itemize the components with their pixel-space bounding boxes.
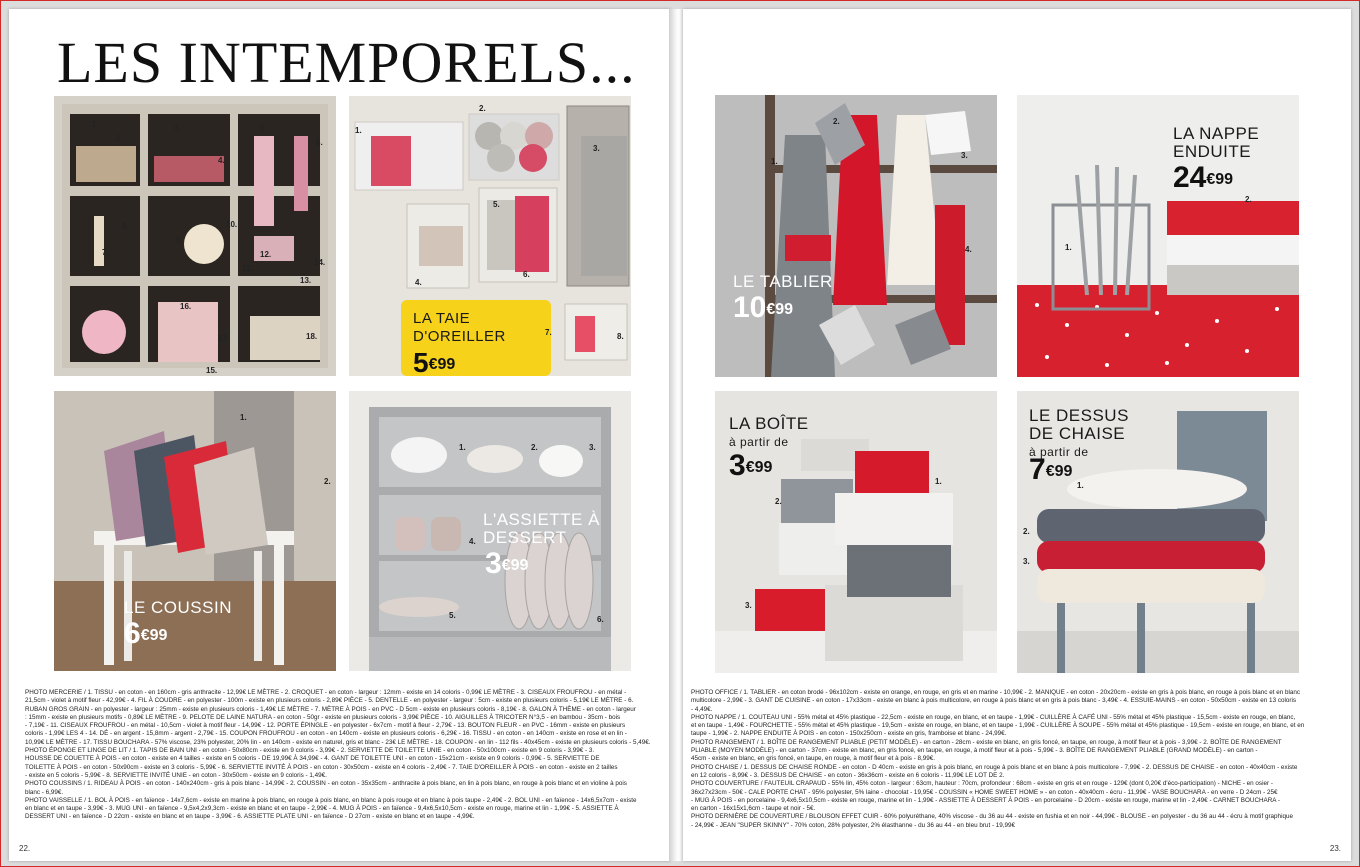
photo-tablier	[715, 95, 997, 377]
item-number: 1.	[355, 126, 362, 135]
boite-label	[729, 415, 809, 451]
price-cents: €99	[428, 356, 456, 373]
legend-line: multicolore - 2,99€ - 3. GANT DE CUISINE - en coton - 17x33cm - existe en blanc à pois multicolore, en rouge à pois blanc et en gris à pois blanc - 3,49€ - 4. ESSUIE-MAINS - en coton - 50x50cm - existe en 13 coloris	[691, 697, 1297, 705]
assiette-label-line2: DESSERT	[483, 528, 567, 547]
item-number: 3.	[1023, 557, 1030, 566]
legend-line: en blanc et en taupe - 3,99€ - 3. MUG UNI - en faïence - 9,5x4,2x9,3cm - existe en blanc et en taupe - 2,99€ - 4. MUG À POIS - en faïence - 9,4x6,5x10,5cm - existe en rouge, marine et lin - 1,99€ - 5. ASSIETTE À	[25, 805, 619, 813]
item-number: 6.	[316, 138, 323, 147]
item-number: 13.	[300, 276, 312, 285]
legend-line: - 4,49€.	[691, 705, 713, 713]
legend-line: PHOTO CHAISE / 1. DESSUS DE CHAISE RONDE - en coton - D 40cm - existe en gris à pois blanc, en rouge à pois blanc et en blanc à pois multicolore - 7,99€ - 2. DESSUS DE CHAISE - en coton - 40x40cm - existe	[691, 763, 1298, 771]
legend-line: HOUSSE DE COUETTE À POIS - en coton - existe en 4 tailles - existe en 5 coloris - DE 19,99€ À 34,99€ - 4. GANT DE TOILETTE UNI - en coton - 15x21cm - existe en 9 coloris - 0,99€ - 5. SERVIETTE DE	[25, 755, 600, 763]
legend-line: - existe en 5 coloris - 5,99€ - 8. SERVIETTE INVITÉ UNIE - en coton - 30x50cm - existe en 9 coloris - 1,49€.	[25, 771, 327, 779]
boite-price	[729, 451, 772, 481]
price-cents: €99	[1045, 463, 1073, 480]
nappe-label-line2: ENDUITE	[1173, 142, 1252, 161]
photo-coussin	[54, 391, 336, 671]
assiette-price	[485, 549, 528, 579]
item-number: 14.	[314, 258, 326, 267]
legend-line: PHOTO DERNIÈRE DE COUVERTURE / BLOUSON EFFET CUIR - 60% polyuréthane, 40% viscose - du 36 au 44 - existe en fushia et en noir - 44,99€ - BLOUSE - en polyester - du 36 au 44 - écru à motif graphique	[691, 813, 1293, 821]
item-number: 4.	[415, 278, 422, 287]
legend-right	[691, 689, 1343, 830]
legend-line: et en taupe - 1,49€ - FOURCHETTE - 55% métal et 45% plastique - 19,5cm - existe en rouge, en blanc, et en taupe - 1,99€ - CUILLÈRE À SOUPE - 55% métal et 45% plastique - 19,5cm - existe en rouge, en blanc, et en	[691, 722, 1305, 730]
kitchen-textiles-illustration	[715, 95, 997, 377]
chaise-label-line1: LE DESSUS	[1029, 406, 1129, 425]
taie-price	[413, 348, 455, 376]
legend-line: RUBAN GROS GRAIN - en polyester - largeur : 25mm - existe en plusieurs coloris - 1,49€ LE MÈTRE - 7. MÈTRE À POIS - en PVC - D 5cm - existe en plusieurs coloris - 8,19€ - 8. GALON À THÈME - en coton - largeur	[25, 705, 636, 713]
photo-mercerie	[54, 96, 336, 376]
chaise-label-line2: DE CHAISE	[1029, 424, 1126, 443]
item-number: 1.	[1065, 243, 1072, 252]
item-number: 7.	[102, 248, 109, 257]
legend-line: taupe - 1,99€ - 2. NAPPE ENDUITE À POIS - en coton - 150x250cm - existe en gris, framboise et blanc - 24,99€.	[691, 730, 1007, 738]
legend-line: 10,99€ LE MÈTRE - 17. TISSU BOUCHARA - 57% viscose, 23% polyester, 20% lin - en 140cm - existe en naturel, gris et blanc - 23€ LE MÈTRE - 18. COUPON - en lin - 112 fils - 40x45cm - existe en plusieurs coloris - 5,49€.	[25, 738, 651, 746]
assiette-label-line1: L'ASSIETTE À	[483, 510, 600, 529]
legend-line: coloris - 1,99€ LES 4 - 14. DÉ - en argent - 15,8mm - argent - 2,79€ - 15. COUPON FROUFROU - en coton - en 140cm - existe en plusieurs coloris - 6,29€ - 16. TISSU - en coton - en 140cm - existe en rose et en lin -	[25, 730, 627, 738]
item-number: 3.	[745, 601, 752, 610]
price-main: 10	[733, 291, 767, 324]
legend-line: PHOTO COUSSINS / 1. RIDEAU À POIS - en coton - 140x240cm - gris à pois blanc - 14,99€ - 2. COUSSIN - en coton - 35x35cm - anthracite à pois blanc, en lin à pois blanc, en rouge à pois blanc et en violine à pois	[25, 780, 627, 788]
photo-nappe-enduite	[1017, 95, 1299, 377]
nappe-label	[1173, 125, 1259, 161]
photo-taie-oreiller	[349, 96, 631, 376]
item-number: 11.	[242, 264, 253, 273]
coussin-price	[124, 619, 167, 649]
legend-line: PHOTO ÉPONGE ET LINGE DE LIT / 1. TAPIS DE BAIN UNI - en coton - 50x80cm - existe en 9 coloris - 3,99€ - 2. SERVIETTE DE TOILETTE UNIE - en coton - 50x100cm - existe en 9 coloris - 3,99€ - 3.	[25, 747, 595, 755]
item-number: 6.	[597, 615, 604, 624]
boite-sub: à partir de	[729, 435, 789, 449]
taie-label-line1: LA TAIE	[413, 310, 471, 327]
legend-line: - MUG À POIS - en porcelaine - 9,4x6,5x10,5cm - existe en rouge, marine et lin - 1,99€ - ASSIETTE À DESSERT À POIS - en porcelaine - D 20cm - existe en rouge, marine et lin - 2,49€ - CARNET BOUCHARA -	[691, 796, 1280, 804]
item-number: 15.	[206, 366, 218, 375]
coussin-label: LE COUSSIN	[124, 598, 232, 617]
item-number: 2.	[775, 497, 782, 506]
legend-line: TOILETTE À POIS - en coton - 50x90cm - existe en 3 coloris - 5,99€ - 6. SERVIETTE INVITÉ À POIS - en coton - 30x50cm - existe en 4 coloris - 2,49€ - 7. TAIE D'OREILLER À POIS - en coton - existe en 2 tailles	[25, 763, 618, 771]
item-number: 2.	[531, 443, 538, 452]
legend-line: blanc - 6,99€.	[25, 788, 64, 796]
item-number: 6.	[523, 270, 530, 279]
item-number: 1.	[92, 120, 99, 129]
item-number: 5.	[449, 611, 456, 620]
price-cents: €99	[140, 627, 168, 644]
price-main: 7	[1029, 453, 1046, 486]
item-number: 17.	[218, 334, 230, 343]
nappe-price	[1173, 163, 1233, 193]
item-number: 18.	[306, 332, 318, 341]
legend-line: 36x27x23cm - 50€ - CALE PORTE CHAT - 95% polyester, 5% laine - chocolat - 19,95€ - COUSSIN « HOME SWEET HOME » - en coton - 40x40cm - écru - 11,99€ - VASE BOUCHARA - en verre - D 24cm - 25€	[691, 788, 1278, 796]
boite-label-line1: LA BOÎTE	[729, 414, 809, 433]
item-number: 2.	[1245, 195, 1252, 204]
item-number: 9.	[176, 236, 183, 245]
item-number: 8.	[122, 222, 129, 231]
item-number: 1.	[935, 477, 942, 486]
photo-assiette-dessert	[349, 391, 631, 671]
page-number-left: 22.	[19, 844, 31, 853]
legend-line: - 24,99€ - JEAN "SUPER SKINNY" - 70% coton, 28% polyester, 2% élasthanne - du 36 au 44 - en bleu brut - 19,99€	[691, 821, 1016, 829]
legend-line: en carton - 16x15x1,6cm - taupe et noir - 5€.	[691, 805, 816, 813]
right-page	[683, 9, 1351, 861]
nappe-label-line1: LA NAPPE	[1173, 124, 1260, 143]
price-main: 5	[413, 347, 429, 376]
price-main: 3	[729, 449, 746, 482]
item-number: 12.	[260, 250, 272, 259]
price-main: 24	[1173, 161, 1207, 194]
item-number: 5.	[493, 200, 500, 209]
item-number: 1.	[771, 157, 778, 166]
legend-line: PHOTO OFFICE / 1. TABLIER - en coton brodé - 96x102cm - existe en orange, en rouge, en gris et en marine - 10,99€ - 2. MANIQUE - en coton - 20x20cm - existe en gris à pois blanc, en rouge à pois blanc et en blanc	[691, 689, 1301, 696]
chaise-price	[1029, 455, 1072, 485]
bench-cushions-illustration	[54, 391, 336, 671]
item-number: 2.	[116, 134, 123, 143]
chaise-sub: à partir de	[1029, 445, 1089, 459]
item-number: 16.	[180, 302, 192, 311]
legend-line: PHOTO MERCERIE / 1. TISSU - en coton - en 160cm - gris anthracite - 12,99€ LE MÈTRE - 2. CROQUET - en coton - largeur : 12mm - existe en 14 coloris - 0,99€ LE MÈTRE - 3. CISEAUX FROUFROU - en métal -	[25, 689, 627, 696]
item-number: 2.	[833, 117, 840, 126]
tablier-label: LE TABLIER	[733, 272, 833, 291]
item-number: 1.	[459, 443, 466, 452]
legend-line: en 12 coloris - 8,99€ - 3. DESSUS DE CHAISE - en coton - 36x36cm - existe en 6 coloris - 11,99€ LE LOT DE 2.	[691, 771, 1005, 779]
left-page	[9, 9, 671, 861]
item-number: 2.	[479, 104, 486, 113]
item-number: 2.	[324, 477, 331, 486]
legend-line: DESSERT UNI - en faïence - D 22cm - existe en blanc et en taupe - 3,99€ - 6. ASSIETTE PLATE UNI - en faïence - D 27cm - existe en blanc et en taupe - 4,99€.	[25, 813, 475, 821]
photo-boite	[715, 391, 997, 673]
legend-line: 45cm - existe en blanc, en gris foncé, en taupe, en rouge, à motif fleur et à pois - 8,99€.	[691, 755, 935, 763]
taie-label	[413, 310, 506, 346]
item-number: 2.	[1023, 527, 1030, 536]
legend-left	[25, 689, 665, 822]
price-main: 3	[485, 547, 502, 580]
item-number: 5.	[260, 124, 267, 133]
page-number-right: 23.	[1329, 844, 1341, 853]
item-number: 10.	[226, 220, 238, 229]
legend-line: PHOTO VAISSELLE / 1. BOL À POIS - en faïence - 14x7,6cm - existe en marine à pois blanc, en rouge à pois blanc, en blanc à pois rouge et en blanc à pois taupe - 2,49€ - 2. BOL UNI - en faïence - 14x6,5x7cm - existe	[25, 796, 637, 804]
item-number: 3.	[593, 144, 600, 153]
item-number: 1.	[240, 413, 247, 422]
mercerie-shelf-illustration	[54, 96, 336, 376]
item-number: 4.	[218, 156, 225, 165]
legend-line: PLIABLE (MOYEN MODÈLE) - en carton - 37cm - existe en blanc, en gris foncé, en taupe, en rouge, à motif fleur et à pois - 5,99€ - 3. BOÎTE DE RANGEMENT PLIABLE (GRAND MODÈLE) - en carton -	[691, 747, 1258, 755]
item-number: 3.	[961, 151, 968, 160]
legend-line: : 15mm - existe en plusieurs motifs - 0,89€ LE MÈTRE - 9. PELOTE DE LAINE NATURA - en coton - 50gr - existe en plusieurs coloris - 3,99€ PIÈCE - 10. AIGUILLES À TRICOTER N°3,5 - en bambou - 35cm - bois	[25, 713, 621, 721]
item-number: 8.	[617, 332, 624, 341]
taie-label-line2: D'OREILLER	[413, 328, 506, 345]
legend-line: - 7,19€ - 11. CISEAUX FROUFROU - en métal - 10,5cm - violet à motif fleur - 14,99€ - 12. PORTE ÉPINGLE - en polyester - 6x7cm - motif à fleur - 2,79€ - 13. BOUTON FLEUR - en PVC - 16mm - existe en plusieurs	[25, 722, 626, 730]
page-title: LES INTEMPORELS...	[57, 30, 636, 95]
item-number: 3.	[174, 124, 181, 133]
legend-line: PHOTO NAPPE / 1. COUTEAU UNI - 55% métal et 45% plastique - 22,5cm - existe en rouge, en blanc, et en taupe - 1,99€ - CUILLÈRE À CAFÉ UNI - 55% métal et 45% plastique - 15,5cm - existe en rouge, en blanc,	[691, 713, 1296, 721]
price-cents: €99	[1206, 171, 1234, 188]
price-cents: €99	[745, 459, 773, 476]
legend-line: PHOTO RANGEMENT / 1. BOÎTE DE RANGEMENT PLIABLE (PETIT MODÈLE) - en carton - 28cm - existe en blanc, en gris foncé, en taupe, en rouge, à motif fleur et à pois - 3,99€ - 2. BOÎTE DE RANGEMENT	[691, 738, 1282, 746]
tablier-price	[733, 293, 793, 323]
item-number: 3.	[589, 443, 596, 452]
item-number: 4.	[469, 537, 476, 546]
legend-line: 21,5cm - violet à motif fleur - 42,99€ - 4. FIL À COUDRE - en polyester - 100m - existe en plusieurs coloris - 2,89€ PIÈCE - 5. DENTELLE - en polyester - largeur : 5cm - existe en plusieurs coloris - 5,19€ LE MÈTRE - 6.	[25, 697, 634, 705]
item-number: 1.	[1077, 481, 1084, 490]
price-main: 6	[124, 617, 141, 650]
item-number: 4.	[965, 245, 972, 254]
price-cents: €99	[766, 301, 794, 318]
legend-line: PHOTO COUVERTURE / FAUTEUIL CRAPAUD - 55% lin, 45% coton - largeur : 63cm, hauteur : 70cm, profondeur : 68cm - existe en gris et en rouge - 129€ (dont 0,20€ d'éco-participation) - NICHE - en osier -	[691, 780, 1273, 788]
photo-dessus-chaise	[1017, 391, 1299, 673]
price-cents: €99	[501, 557, 529, 574]
assiette-label	[483, 511, 600, 547]
item-number: 7.	[545, 328, 552, 337]
